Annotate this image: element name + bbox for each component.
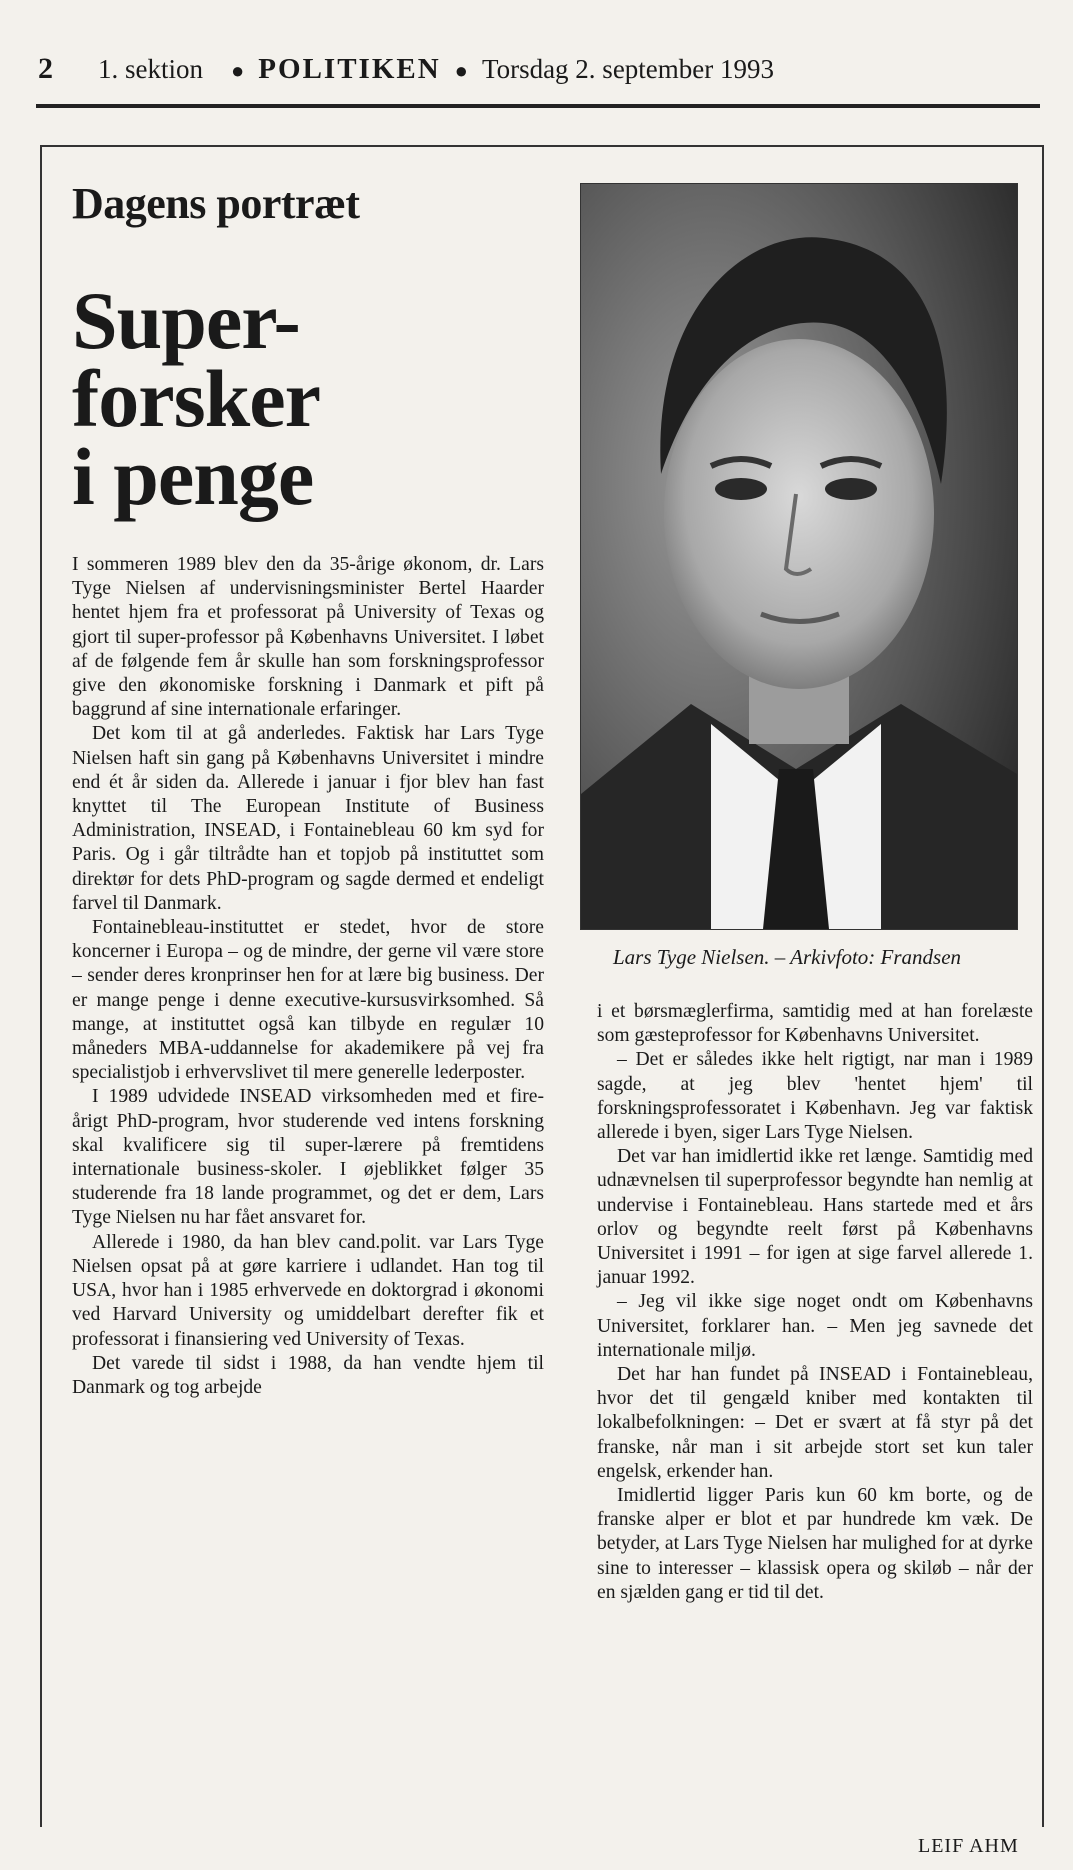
byline: LEIF AHM	[918, 1835, 1019, 1857]
article-kicker: Dagens portræt	[72, 179, 360, 228]
article-paragraph: Det har han fundet på INSEAD i Fontainebleau, hvor det til gengæld kniber med kontakten til lokalbefolkningen: – Det er svært at få styr på det franske, når man i sit arbejde stort set kun taler engelsk, erkender han.	[597, 1364, 1033, 1482]
bullet-dot-icon: ●	[231, 58, 245, 83]
article-paragraph: Det var han imidlertid ikke ret længe. Samtidig med udnævnelsen til superprofessor begyndte han nemlig at undervise i Fontainebleau. Hans startede med et års orlov og begyndte reelt først på Københavns Universitet i 1991 – for igen at sige farvel allerede 1. januar 1992.	[597, 1146, 1033, 1289]
article-paragraph: Imidlertid ligger Paris kun 60 km borte, og de franske alper er blot et par hundrede km væk. De betyder, at Lars Tyge Nielsen har mulighed for at dyrke sine to interesser – klassisk opera og skiløb – når der en sjælden gang er tid til det.	[597, 1485, 1033, 1603]
headline-line: forsker	[72, 353, 321, 444]
bullet-dot-icon: ●	[454, 58, 468, 83]
article-headline	[72, 275, 542, 522]
article-paragraph: I sommeren 1989 blev den da 35-årige økonom, dr. Lars Tyge Nielsen af undervisningsminister Bertel Haarder hentet hjem fra et professorat på University of Texas og gjort til super-professor på Københavns Universitet. I løbet af de følgende fem år skulle han som forskningsprofessor give den økonomiske forskning i Danmark et pift på baggrund af sine internationale erfaringer.	[72, 554, 544, 721]
portrait-photo	[580, 183, 1018, 930]
masthead-rule	[36, 104, 1040, 108]
issue-date: Torsdag 2. september 1993	[481, 54, 775, 84]
masthead	[38, 52, 1038, 92]
photo-caption: Lars Tyge Nielsen. – Arkivfoto: Frandsen	[613, 945, 962, 969]
newspaper-name: POLITIKEN	[258, 53, 441, 85]
article-paragraph: i et børsmæglerfirma, samtidig med at han forelæste som gæsteprofessor for Københavns Universitet.	[597, 1001, 1033, 1047]
article-paragraph: – Det er således ikke helt rigtigt, nar man i 1989 sagde, at jeg blev 'hentet hjem' til forskningsprofessoratet i København. Jeg var faktisk allerede i byen, siger Lars Tyge Nielsen.	[597, 1049, 1033, 1144]
headline-line: Super-	[72, 275, 300, 366]
article-column-2	[597, 1000, 1033, 1605]
portrait-illustration	[581, 184, 1017, 929]
article-paragraph: I 1989 udvidede INSEAD virksomheden med et fire-årigt PhD-program, hvor studerende ved intens forskning skal kvalificere sig til super-lærere på fremtidens internationale business-skoler. I øjeblikket følger 35 studerende fra 18 lande programmet, og det er dem, Lars Tyge Nielsen nu har fået ansvaret for.	[72, 1086, 544, 1229]
article-column-1	[72, 553, 544, 1400]
article-paragraph: – Jeg vil ikke sige noget ondt om Københavns Universitet, forklarer han. – Men jeg savnede det internationale miljø.	[597, 1291, 1033, 1361]
section-label: 1. sektion	[98, 54, 203, 84]
headline-line: i penge	[72, 431, 314, 522]
page-number: 2	[38, 52, 53, 85]
article-paragraph: Fontainebleau-instituttet er stedet, hvor de store koncerner i Europa – og de mindre, der gerne vil være store – sender deres kronprinser hen for at lære big business. Der er mange penge i denne executive-kursusvirksomhed. Så mange, at instituttet også kan tilbyde en regulær 10 måneders MBA-uddannelse for akademikere på vej fra specialistjob i erhvervslivet til mere generelle lederposter.	[72, 917, 544, 1084]
article-paragraph: Allerede i 1980, da han blev cand.polit. var Lars Tyge Nielsen opsat på at gøre karriere i udlandet. Han tog til USA, hvor han i 1985 erhvervede en doktorgrad i økonomi ved Harvard University og umiddelbart derefter fik et professorat i finansiering ved University of Texas.	[72, 1231, 544, 1350]
article-paragraph: Det varede til sidst i 1988, da han vendte hjem til Danmark og tog arbejde	[72, 1352, 544, 1398]
article-paragraph: Det kom til at gå anderledes. Faktisk har Lars Tyge Nielsen haft sin gang på Københavns Universitet i mindre end ét år siden da. Allerede i januar i fjor blev han fast knyttet til The European Institute of Business Administration, INSEAD, i Fontainebleau 60 km syd for Paris. Og i går tiltrådte han et topjob på instituttet som direktør for dets PhD-program og sagde dermed et endeligt farvel til Danmark.	[72, 723, 544, 914]
